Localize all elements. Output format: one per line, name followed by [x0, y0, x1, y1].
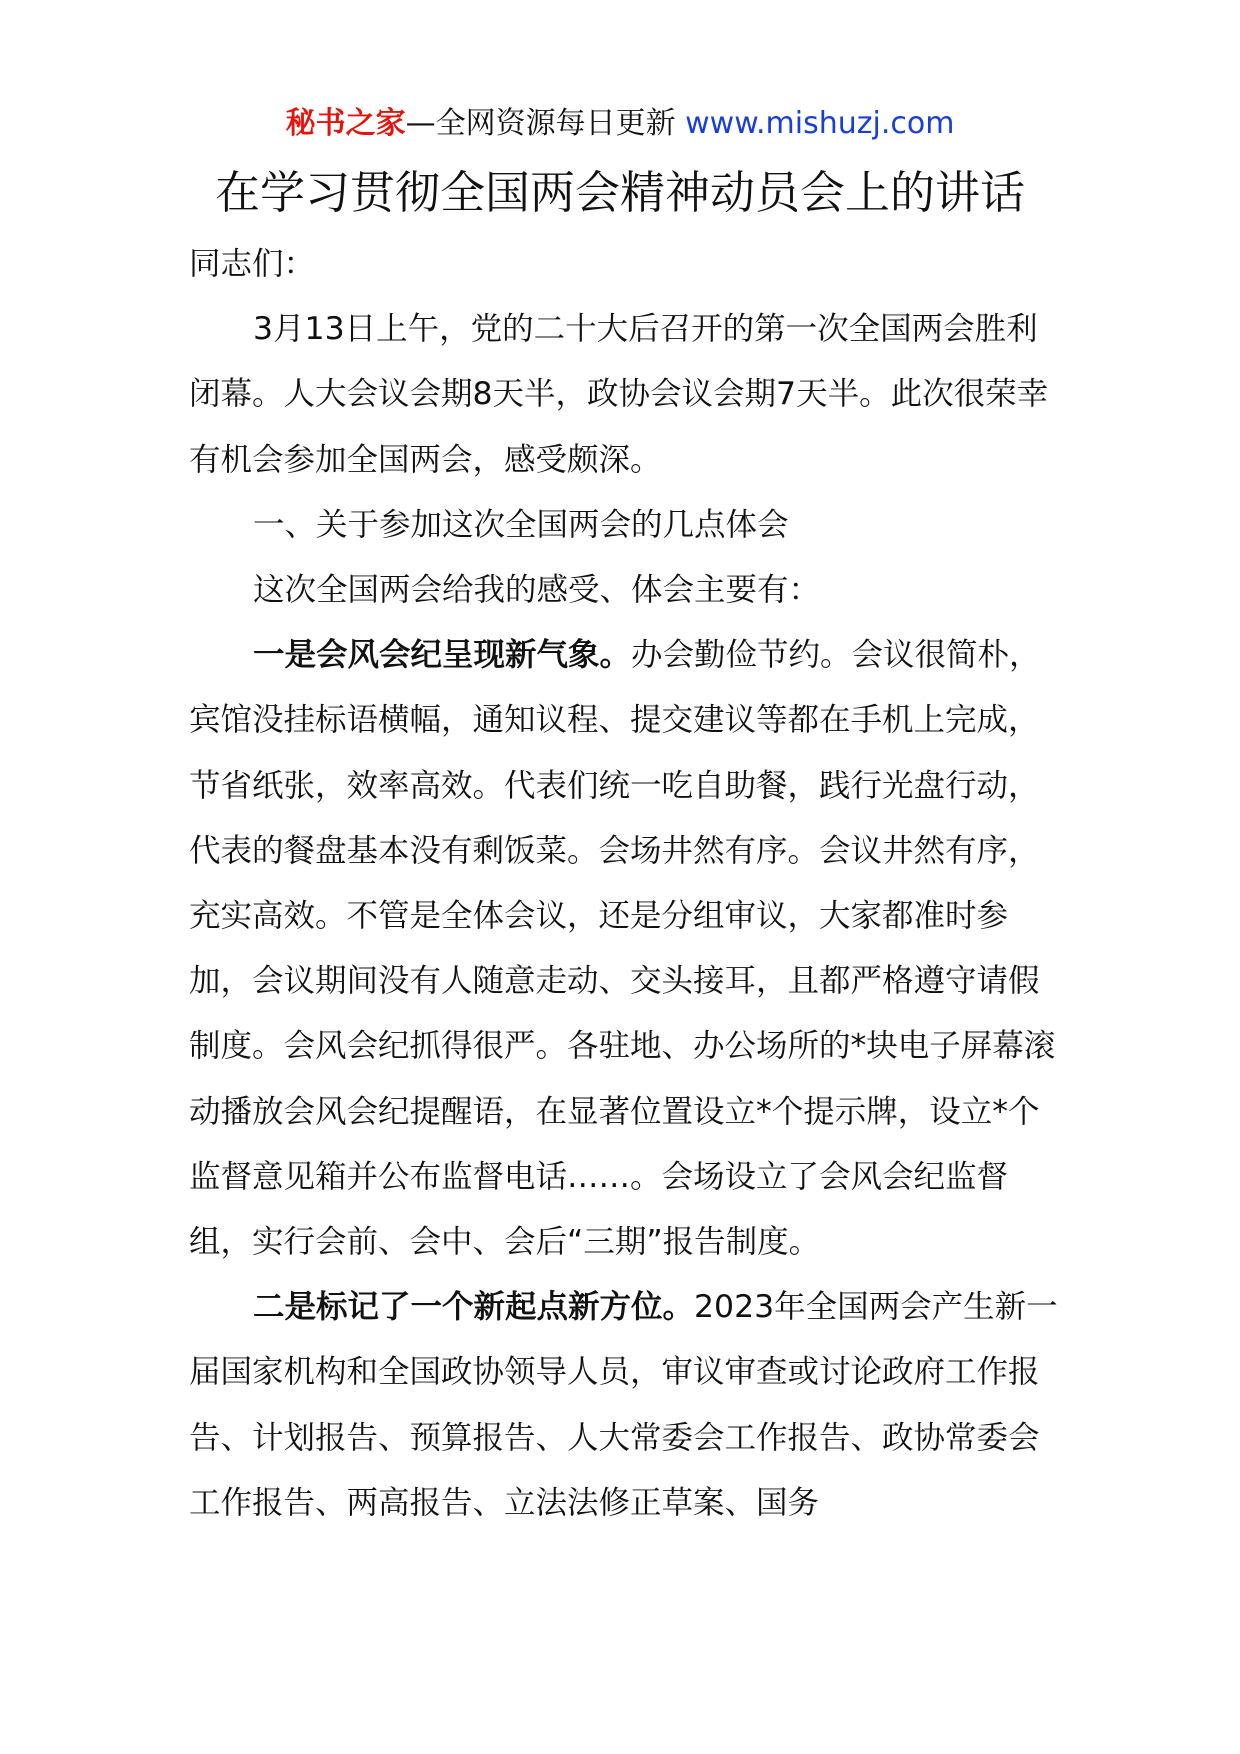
paragraph-point-1 [189, 623, 1059, 1275]
site-header [0, 104, 1240, 144]
point-2-body: 2023年全国两会产生新一届国家机构和全国政协领导人员，审议审查或讨论政府工作报告、计划报告、预算报告、人大常委会工作报告、政协常委会工作报告、两高报告、立法法修正草案、国务 [189, 1289, 1058, 1521]
section-heading-1: 一、关于参加这次全国两会的几点体会 [253, 506, 789, 543]
brand-name: 秘书之家 [285, 106, 406, 141]
site-url-link[interactable]: www.mishuzj.com [685, 106, 955, 141]
point-2-lead: 二是标记了一个新起点新方位。 [253, 1289, 695, 1326]
paragraph-intro: 这次全国两会给我的感受、体会主要有： [253, 572, 821, 609]
header-tagline: —全网资源每日更新 [405, 106, 676, 141]
document-body [189, 232, 1059, 1536]
point-1-body: 办会勤俭节约。会议很简朴，宾馆没挂标语横幅，通知议程、提交建议等都在手机上完成，节省纸张，效率高效。代表们统一吃自助餐，践行光盘行动，代表的餐盘基本没有剩饭菜。会场井然有序。会议井然有序，充实高效。不管是全体会议，还是分组审议，大家都准时参加，会议期间没有人随意走动、交头接耳，且都严格遵守请假制度。会风会纪抓得很严。各驻地、办公场所的*块电子屏幕滚动播放会风会纪提醒语，在显著位置设立*个提示牌，设立*个监督意见箱并公布监督电话……。会场设立了会风会纪监督组，实行会前、会中、会后“三期”报告制度。 [189, 637, 1056, 1261]
salutation: 同志们： [189, 246, 316, 282]
paragraph-point-2 [189, 1275, 1059, 1536]
point-1-lead: 一是会风会纪呈现新气象。 [253, 637, 632, 674]
paragraph-opening: 3月13日上午，党的二十大后召开的第一次全国两会胜利闭幕。人大会议会期8天半，政协会议会期7天半。此次很荣幸有机会参加全国两会，感受颇深。 [189, 311, 1049, 478]
document-title: 在学习贯彻全国两会精神动员会上的讲话 [214, 166, 1025, 219]
